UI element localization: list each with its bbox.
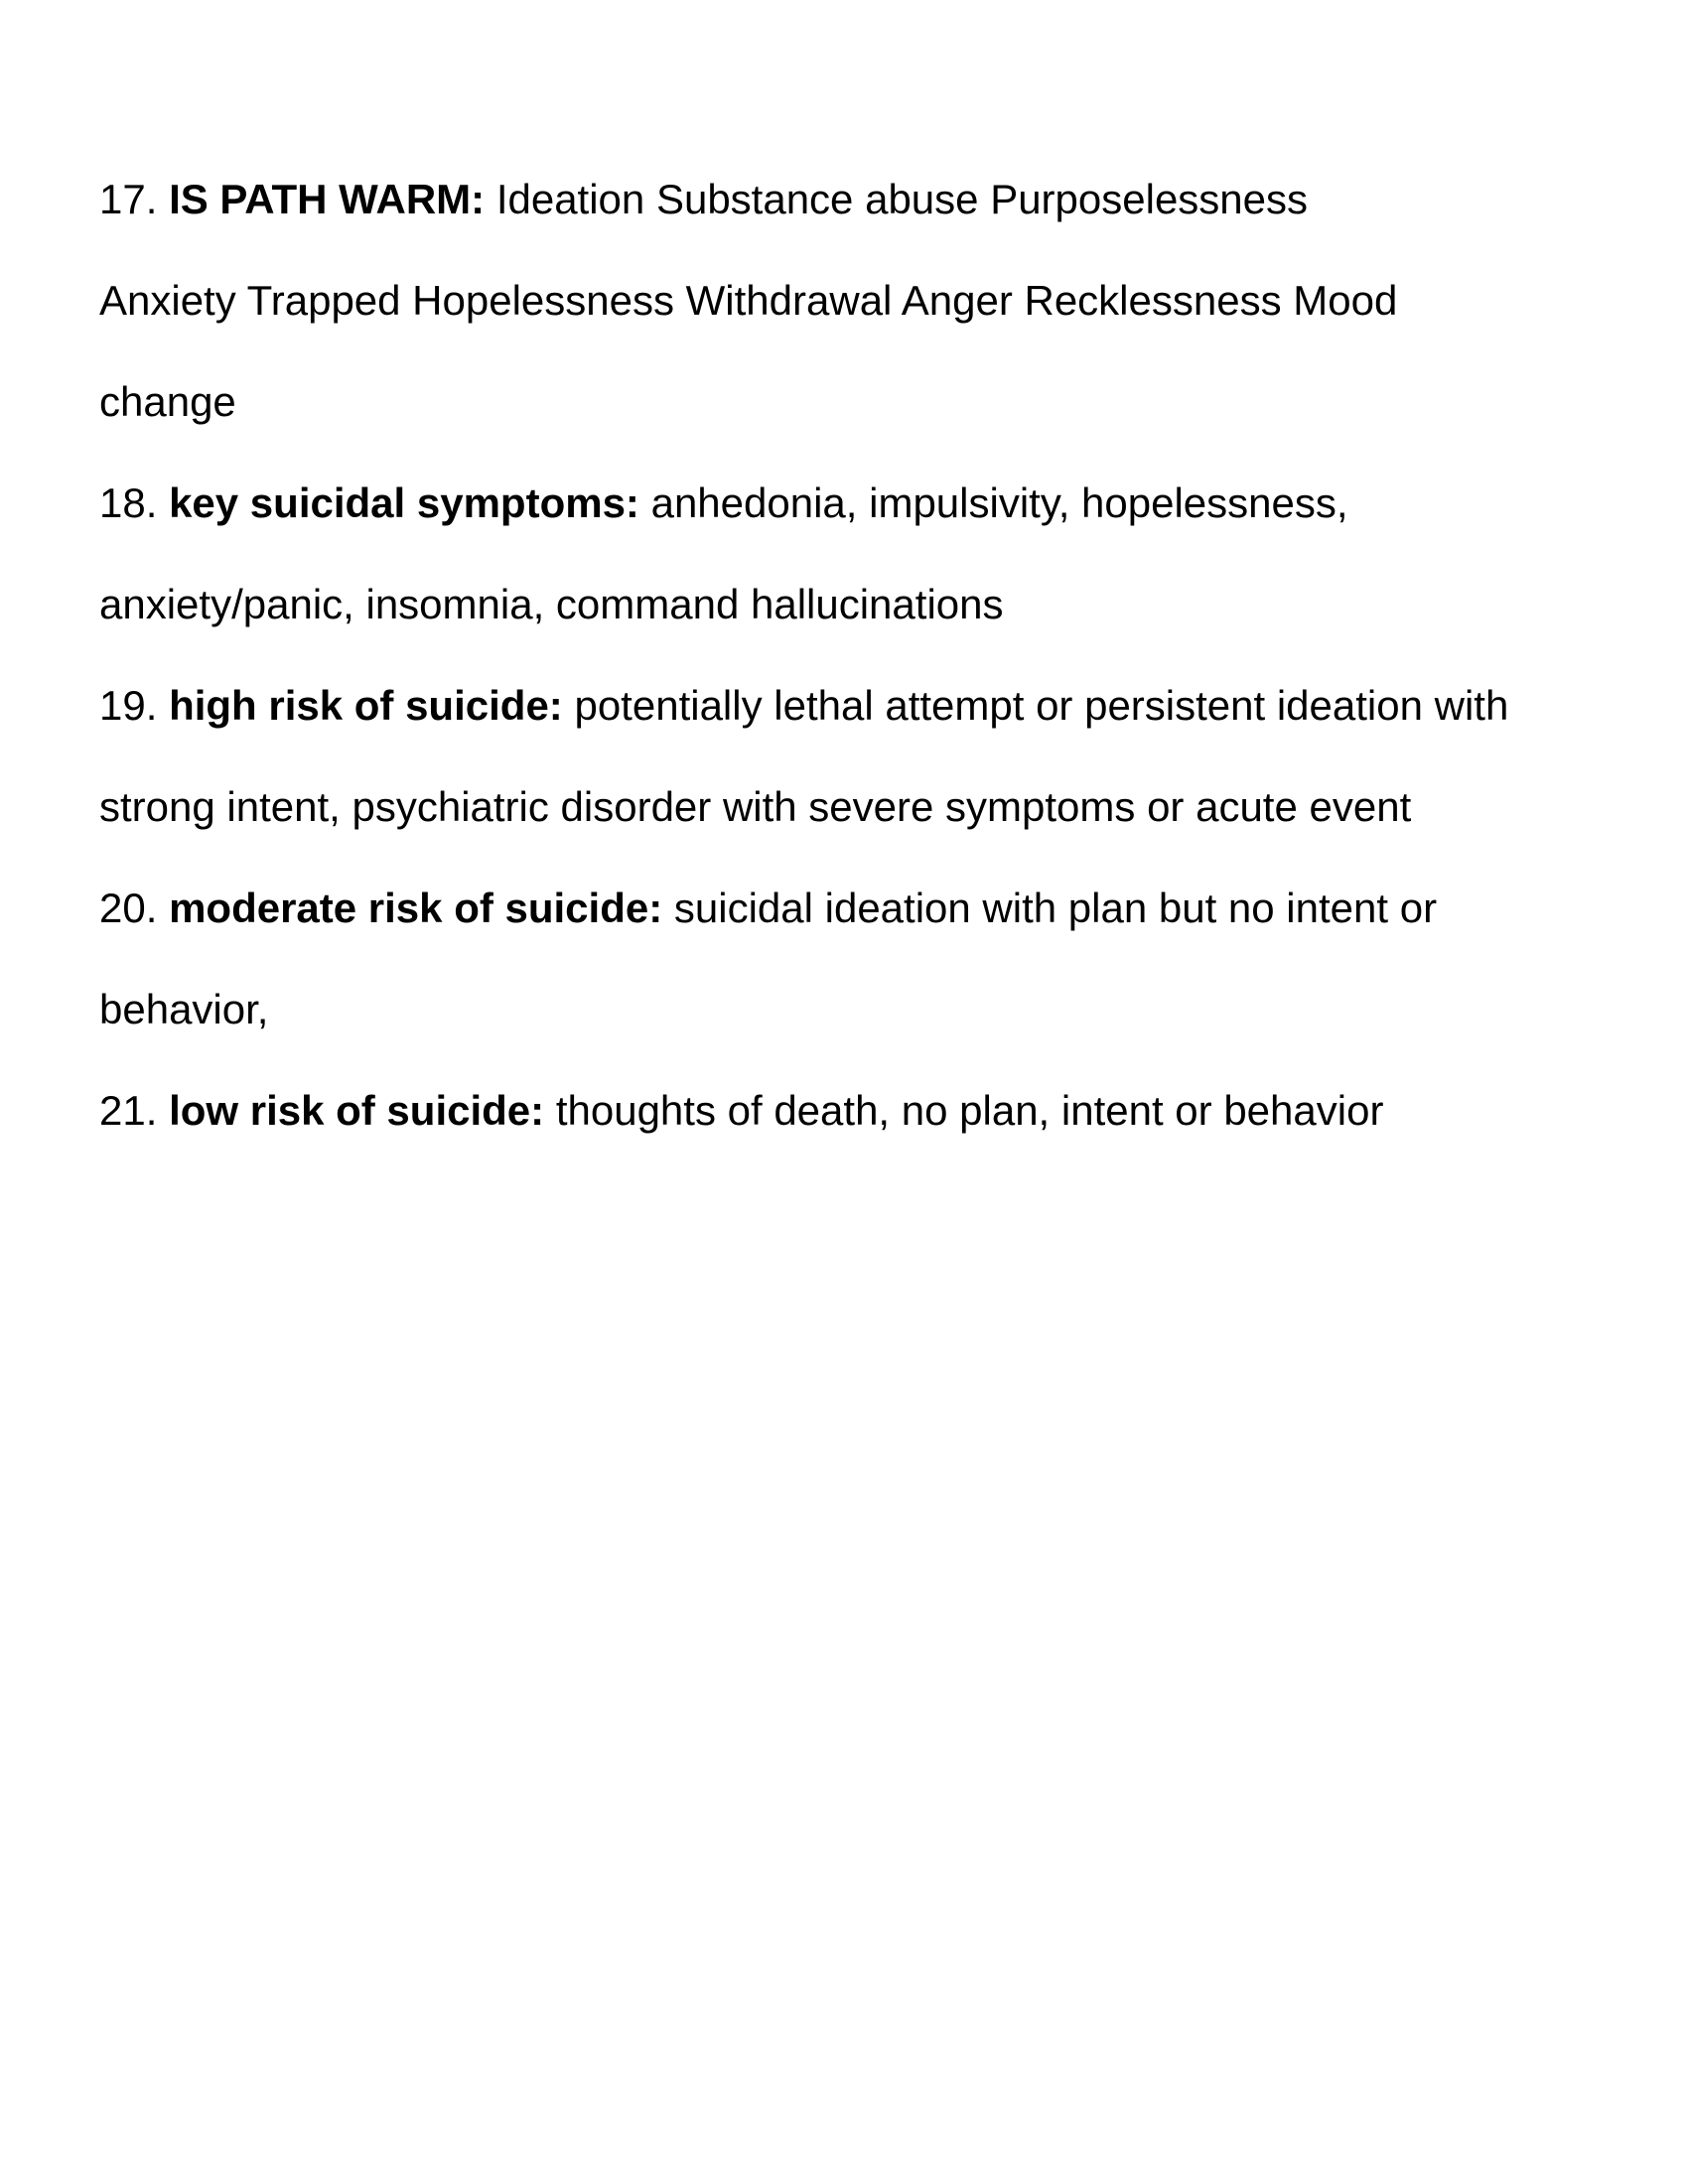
item-definition: suicidal ideation with plan but no intent or <box>673 885 1438 931</box>
item-number: 18. <box>99 479 158 526</box>
item-number: 19. <box>99 682 158 729</box>
item-term: key suicidal symptoms: <box>169 479 639 526</box>
item-definition: potentially lethal attempt or persistent ideation with <box>574 682 1509 729</box>
item-term: moderate risk of suicide: <box>169 885 663 931</box>
item-definition: anhedonia, impulsivity, hopelessness, <box>650 479 1348 526</box>
item-definition-cont: Anxiety Trapped Hopelessness Withdrawal Anger Recklessness Mood <box>99 277 1398 324</box>
list-item-21 <box>99 1060 1609 1161</box>
item-definition-cont: strong intent, psychiatric disorder with severe symptoms or acute event <box>99 783 1412 830</box>
item-definition-cont: anxiety/panic, insomnia, command hallucinations <box>99 581 1004 627</box>
item-term: IS PATH WARM: <box>169 176 486 222</box>
item-term: high risk of suicide: <box>169 682 563 729</box>
list-item-19 <box>99 655 1609 858</box>
item-definition-cont: behavior, <box>99 986 269 1032</box>
item-term: low risk of suicide: <box>169 1087 545 1134</box>
item-number: 21. <box>99 1087 158 1134</box>
item-definition: Ideation Substance abuse Purposelessness <box>495 176 1309 222</box>
list-item-17 <box>99 149 1609 453</box>
item-number: 17. <box>99 176 158 222</box>
document-page <box>99 149 1609 1161</box>
list-item-20 <box>99 858 1609 1060</box>
item-number: 20. <box>99 885 158 931</box>
item-definition-end: change <box>99 378 236 425</box>
item-definition: thoughts of death, no plan, intent or behavior <box>555 1087 1384 1134</box>
list-item-18 <box>99 453 1609 655</box>
